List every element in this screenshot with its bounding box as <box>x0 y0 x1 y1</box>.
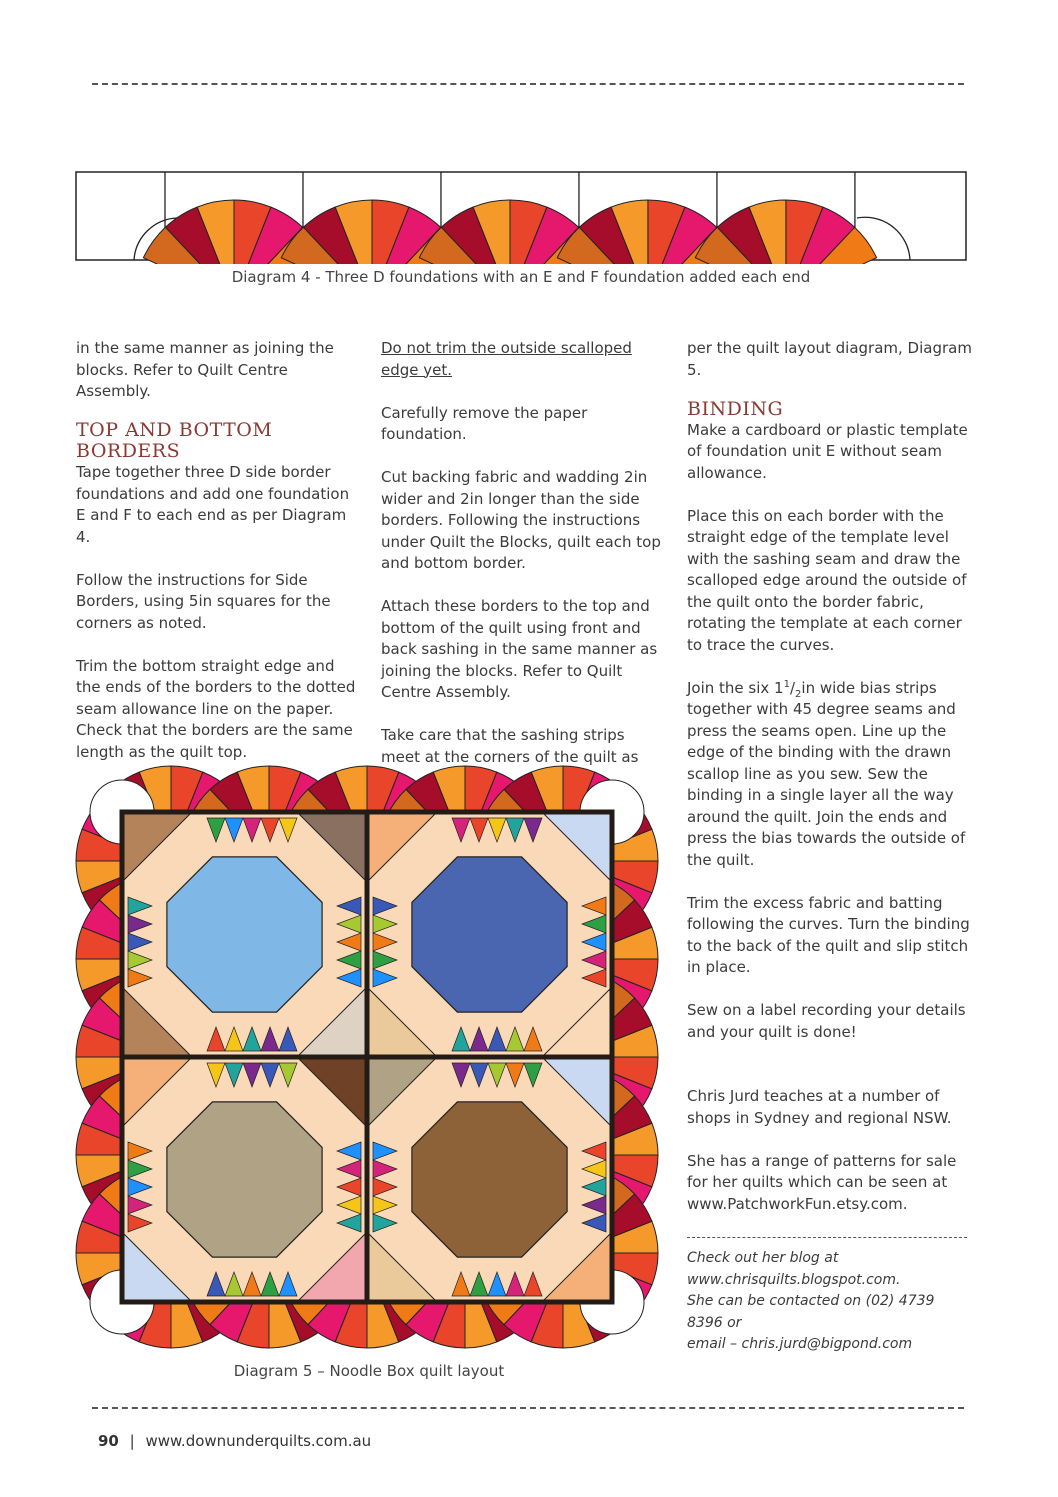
col1-para-1: in the same manner as joining the blocks. Refer to Quilt Centre Assembly. <box>76 339 334 400</box>
diagram-4-caption: Diagram 4 - Three D foundations with an E and F foundation added each end <box>231 268 811 286</box>
quilt-block <box>122 1057 367 1302</box>
contact-block <box>687 1248 972 1356</box>
col2-para-4: Attach these borders to the top and bottom of the quilt using front and back sashing in the same manner as joining the blocks. Refer to Quilt Centre Assembly. <box>381 597 658 701</box>
col3-para-4: Join the six $1^1/_2in$ wide bias strips together with 45 degree seams and press the seams open. Line up the edge of the binding with the drawn scallop line as you sew. Sew the binding in a single layer all the way around the quilt. Join the ends and press the bias towards the outside of the quilt. <box>687 678 966 869</box>
contact-line-4: email – chris.jurd@bigpond.com <box>687 1336 913 1352</box>
top-dashed-rule <box>92 83 964 85</box>
octagon-centre <box>412 857 567 1012</box>
diagram-5-quilt-layout <box>74 764 664 1354</box>
col3-para-3: Place this on each border with the straight edge of the template level with the sashing seam and draw the scalloped edge around the outside of the quilt onto the border fabric, rotating the template at each corner to trace the curves. <box>687 506 967 654</box>
octagon-centre <box>167 857 322 1012</box>
col3-para-5: Trim the excess fabric and batting following the curves. Turn the binding to the back of the quilt and slip stitch in place. <box>687 893 970 976</box>
contact-line-2: www.chrisquilts.blogspot.com. <box>687 1271 901 1288</box>
octagon-centre <box>167 1102 322 1257</box>
col1-para-2: Tape together three D side border foundations and add one foundation E and F to each end as per Diagram 4. <box>76 463 350 546</box>
bottom-dashed-rule <box>92 1407 964 1409</box>
diagram-5-caption: Diagram 5 – Noodle Box quilt layout <box>233 1362 505 1380</box>
contact-line-1: Check out her blog at <box>687 1250 839 1266</box>
heading-top-bottom-borders: TOP AND BOTTOM BORDERS <box>76 419 273 462</box>
page-footer <box>98 1432 371 1450</box>
col2-para-2: Carefully remove the paper foundation. <box>381 403 588 443</box>
col3-para-1: per the quilt layout diagram, Diagram 5. <box>687 339 972 379</box>
col2-para-1: Do not trim the outside scalloped edge yet. <box>381 339 632 379</box>
quilt-block <box>122 812 367 1057</box>
text-column-2 <box>381 338 666 790</box>
col1-para-4: Trim the bottom straight edge and the ends of the borders to the dotted seam allowance line on the paper. Check that the borders are the same length as the quilt top. <box>76 656 356 761</box>
octagon-centre <box>412 1102 567 1257</box>
heading-binding: BINDING <box>687 397 784 420</box>
col3-para-6: Sew on a label recording your details and your quilt is done! <box>687 1001 966 1041</box>
bio-para-1: Chris Jurd teaches at a number of shops in Sydney and regional NSW. <box>687 1087 952 1127</box>
text-column-3 <box>687 338 972 1356</box>
contact-line-3: She can be contacted on (02) 4739 8396 or <box>687 1293 935 1331</box>
text-column-1 <box>76 338 361 785</box>
quilt-block <box>367 1057 612 1302</box>
diagram-4-border-foundations <box>74 170 970 264</box>
quilt-block <box>367 812 612 1057</box>
col3-para-2: Make a cardboard or plastic template of foundation unit E without seam allowance. <box>687 420 968 482</box>
footer-separator: | <box>129 1432 135 1450</box>
contact-dashed-rule <box>687 1237 967 1238</box>
col1-para-3: Follow the instructions for Side Borders, using 5in squares for the corners as noted. <box>76 570 331 632</box>
page-number: 90 <box>98 1432 119 1450</box>
footer-url: www.downunderquilts.com.au <box>145 1432 372 1450</box>
col2-para-5: Take care that the sashing strips meet at the corners of the quilt as <box>381 726 639 766</box>
col2-para-3: Cut backing fabric and wadding 2in wider and 2in longer than the side borders. Following the instructions under Quilt the Blocks, quilt each top and bottom border. <box>381 468 661 572</box>
bio-para-2: She has a range of patterns for sale for her quilts which can be seen at www.PatchworkFun.etsy.com. <box>687 1151 957 1213</box>
